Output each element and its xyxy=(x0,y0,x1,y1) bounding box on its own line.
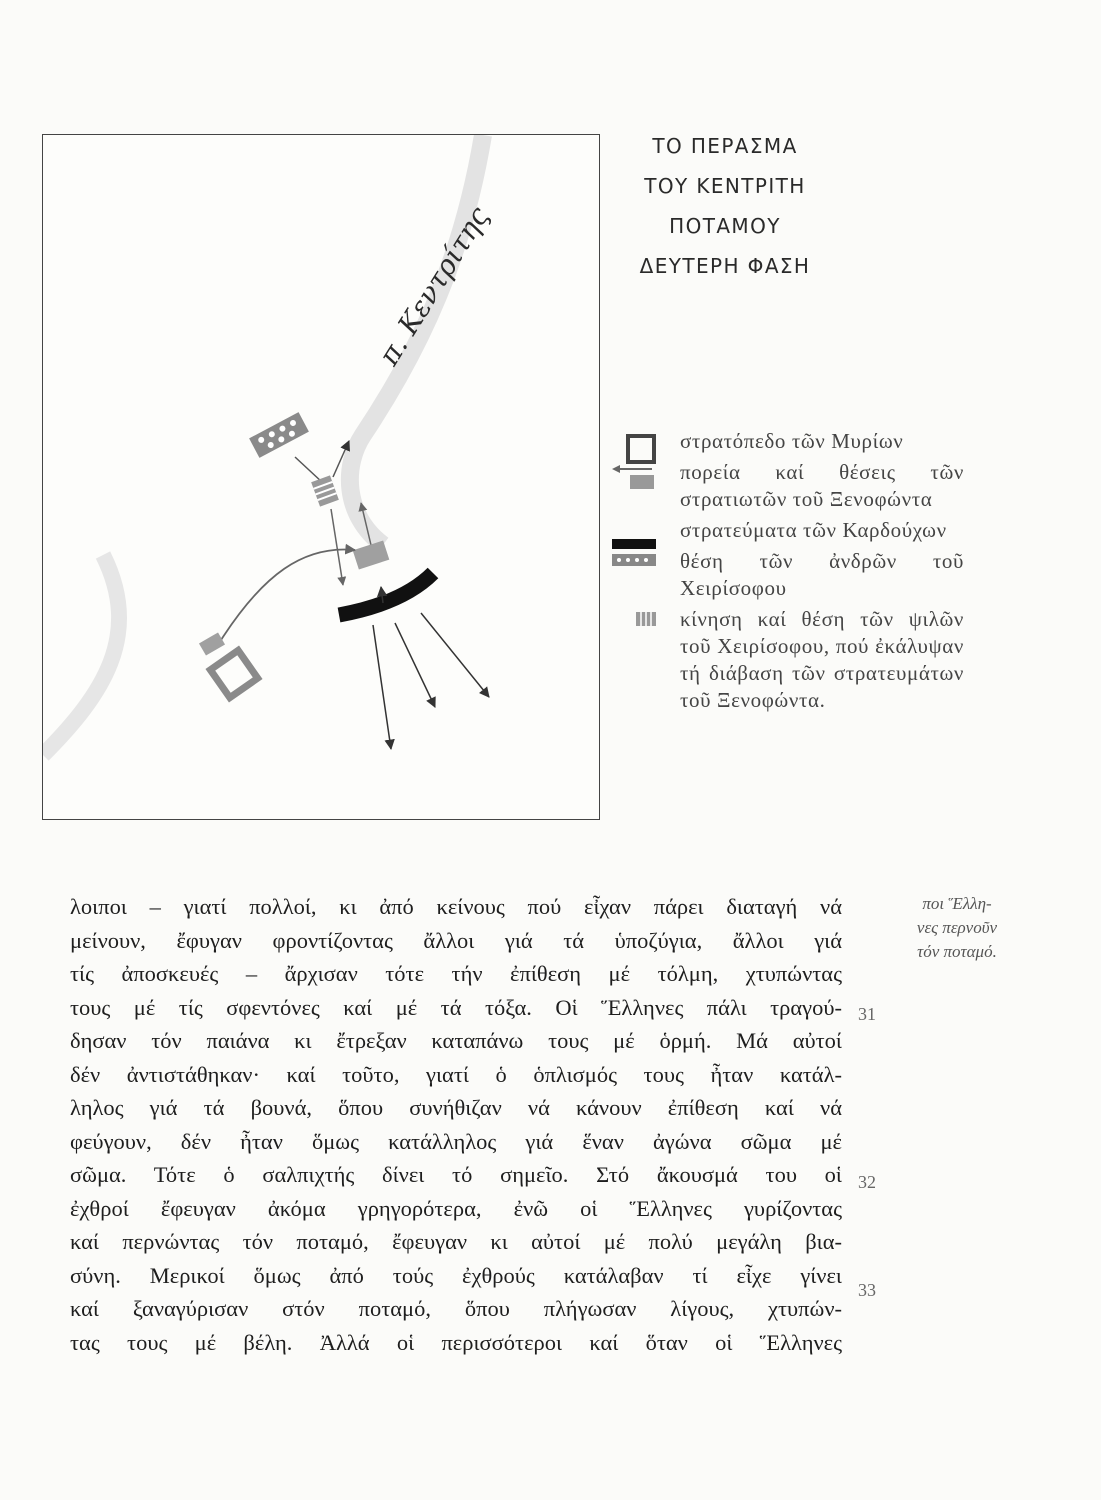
battle-map xyxy=(42,134,600,820)
flight-arrow-1 xyxy=(373,625,391,749)
text-line: τίς ἀποσκευές – ἄρχισαν τότε τήν ἐπίθεση μέ τόλμη, χτυπώντας xyxy=(70,961,842,986)
text-line: τας τους μέ βέλη. Ἀλλά οἱ περισσότεροι καί ὅταν οἱ Ἕλληνες xyxy=(70,1329,842,1355)
text-line: μείνουν, ἔφυγαν φροντίζοντας ἄλλοι γιά τά ὑποζύγια, ἄλλοι γιά xyxy=(70,927,842,953)
light-troops-block xyxy=(311,475,339,506)
legend-item xyxy=(608,428,964,455)
body-paragraph xyxy=(70,890,842,1359)
legend-text: πορεία καί θέσεις τῶν στρατιωτῶν τοῦ Ξενοφώντα xyxy=(680,460,964,511)
text-line: σύνη. Μερικοί ὅμως ἀπό τούς ἐχθρούς κατάλαβαν τί εἶχε γίνει xyxy=(70,1262,842,1288)
legend-item xyxy=(608,606,964,714)
legend-item xyxy=(608,548,964,602)
river-label: π. Κεντρίτης xyxy=(372,200,496,371)
legend-text: θέση τῶν ἀνδρῶν τοῦ Χειρίσοφου xyxy=(680,549,964,600)
grey-unit-arrow-down xyxy=(331,509,343,585)
text-line: τους μέ τίς σφεντόνες καί μέ τά τόξα. Οἱ Ἕλληνες πάλι τραγού- xyxy=(70,994,842,1020)
cheirisophos-men-position xyxy=(249,412,309,458)
text-line: φεύγουν, δέν ἦταν ὅμως κατάλληλος γιά ἕναν ἀγώνα σῶμα μέ xyxy=(70,1128,842,1154)
legend-text: στρατεύματα τῶν Καρδούχων xyxy=(680,518,947,542)
legend-text: κίνηση καί θέση τῶν ψιλῶν τοῦ Χειρίσοφου, πού ἐκάλυψαν τή διάβαση τῶν στρατευμάτων τοῦ Ξενοφώντα. xyxy=(680,607,964,712)
map-title-line: ΤΟΥ ΚΕΝΤΡΙΤΗ ΠΟΤΑΜΟΥ xyxy=(644,174,806,238)
kardouchoi-troops-bar xyxy=(339,573,433,615)
legend-item xyxy=(608,459,964,513)
camp-square xyxy=(210,650,257,697)
text-line: ληλος γιά τά βουνά, ὅπου συνήθιζαν νά κάνουν ἐπίθεση καί νά xyxy=(70,1095,842,1120)
xenophon-unit-block xyxy=(353,541,390,570)
section-number: 33 xyxy=(858,1280,876,1300)
map-legend xyxy=(608,428,964,718)
flight-arrow-3 xyxy=(421,613,489,697)
march-path-arrow xyxy=(221,549,355,640)
text-line: δησαν τόν παιάνα κι ἔτρεξαν καταπάνω τους μέ ὁρμή. Μά αὐτοί xyxy=(70,1028,842,1053)
section-number: 32 xyxy=(858,1172,876,1192)
margin-note xyxy=(872,892,1042,964)
legend-item xyxy=(608,517,964,544)
map-title-line: ΔΕΥΤΕΡΗ ΦΑΣΗ xyxy=(639,254,811,278)
text-line: λοιποι – γιατί πολλοί, κι ἀπό κείνους πού εἶχαν πάρει διαταγή νά xyxy=(70,894,842,919)
map-title-line: ΤΟ ΠΕΡΑΣΜΑ xyxy=(652,134,798,158)
text-line: καί περνώντας τόν ποταμό, ἔφευγαν κι αὐτοί μέ πολύ μεγάλη βια- xyxy=(70,1229,842,1254)
margin-note-line: νες περνοῦν xyxy=(916,918,998,937)
legend-text: στρατόπεδο τῶν Μυρίων xyxy=(680,429,904,453)
text-line: ἐχθροί ἔφευγαν ἀκόμα γρηγορότερα, ἐνῶ οἱ Ἕλληνες γυρίζοντας xyxy=(70,1195,842,1221)
march-start-block xyxy=(199,632,225,655)
section-number: 31 xyxy=(858,1004,876,1024)
map-title xyxy=(600,126,850,286)
text-line: δέν ἀντιστάθηκαν· καί τοῦτο, γιατί ὁ ὁπλισμός τους ἦταν κατάλ- xyxy=(70,1061,842,1087)
margin-note-line: τόν ποταμό. xyxy=(917,942,997,961)
cheirisophos-move-line xyxy=(295,457,323,483)
flight-arrow-2 xyxy=(395,623,435,707)
river-bank-lower xyxy=(43,555,119,755)
dotted-bar-icon xyxy=(608,552,672,592)
march-arrow-icon xyxy=(608,463,672,503)
text-line: καί ξαναγύρισαν στόν ποταμό, ὅπου πλήγωσαν λίγους, χτυπών- xyxy=(70,1296,842,1321)
text-line: σῶμα. Τότε ὁ σαλπιχτής δίνει τό σημεῖο. Στό ἄκουσμά του οἱ xyxy=(70,1162,842,1187)
striped-block-icon xyxy=(608,610,672,650)
map-drawing xyxy=(43,135,599,819)
margin-note-line: ποι Ἕλλη- xyxy=(922,894,992,913)
